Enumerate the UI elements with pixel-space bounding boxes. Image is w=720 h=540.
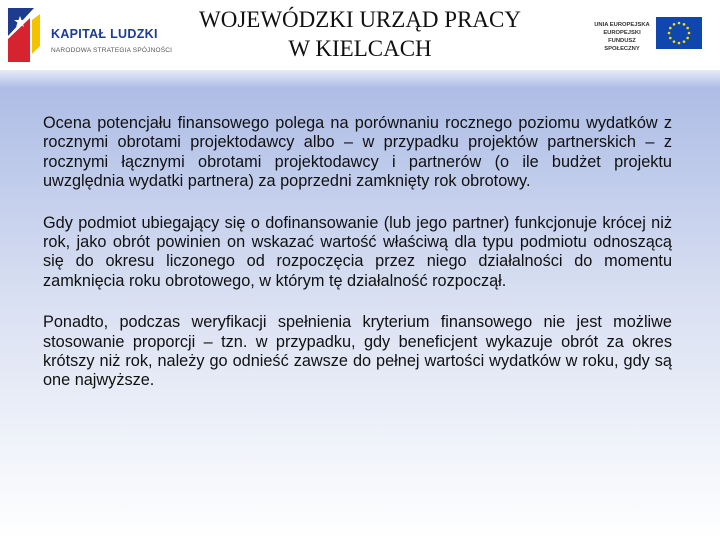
paragraph-1: Ocena potencjału finansowego polega na porównaniu rocznego poziomu wydatków z rocznymi obrotami projektodawcy albo – w przypadku projektów partnerskich – z rocznymi łącznymi obrotami projektodawcy i partnerów (o ile budżet projektu uwzględnia wydatki partnera) za poprzedni zamknięty rok obrotowy. — [43, 114, 672, 191]
kapital-ludzki-logo — [6, 6, 173, 64]
eu-star — [669, 27, 672, 30]
slide-header — [0, 0, 720, 70]
eu-star — [678, 22, 681, 25]
eu-star — [669, 37, 672, 40]
eu-star — [683, 40, 686, 43]
eu-text-line-3: FUNDUSZ SPOŁECZNY — [604, 38, 640, 52]
eu-star — [673, 40, 676, 43]
eu-star — [683, 23, 686, 26]
eu-logo-text — [592, 21, 652, 53]
eu-star — [686, 27, 689, 30]
eu-star — [673, 23, 676, 26]
main-content — [43, 114, 672, 413]
title-line-2: W KIELCACH — [288, 36, 432, 61]
kapital-ludzki-subtitle: NARODOWA STRATEGIA SPÓJNOŚCI — [51, 47, 173, 54]
page-title — [160, 5, 560, 63]
paragraph-2: Gdy podmiot ubiegający się o dofinansowanie (lub jego partner) funkcjonuje krócej niż rok, jako obrót powinien on wskazać wartość właściwą dla typu podmiotu odnoszącą się do okresu liczonego od rozpoczęcia przez niego działalności do momentu zamknięcia roku obrotowego, w którym tę działalność rozpoczął. — [43, 213, 672, 290]
eu-text-line-2: EUROPEJSKI — [603, 30, 641, 36]
eu-text-line-1: UNIA EUROPEJSKA — [594, 22, 650, 28]
eu-flag-icon — [656, 17, 702, 49]
title-line-1: WOJEWÓDZKI URZĄD PRACY — [199, 7, 521, 32]
paragraph-3: Ponadto, podczas weryfikacji spełnienia kryterium finansowego nie jest możliwe stosowanie proporcji – tzn. w przypadku, gdy beneficjent wykazuje obrót za okres krótszy niż rok, należy go odnieść zawsze do pełnej wartości wydatków w roku, gdy są one najwyższe. — [43, 313, 672, 390]
eu-star — [686, 37, 689, 40]
eu-star — [688, 32, 691, 35]
eu-star — [668, 32, 671, 35]
kapital-ludzki-name: KAPITAŁ LUDZKI — [51, 27, 158, 41]
eu-star — [678, 42, 681, 45]
kapital-ludzki-logo-icon — [6, 6, 46, 64]
